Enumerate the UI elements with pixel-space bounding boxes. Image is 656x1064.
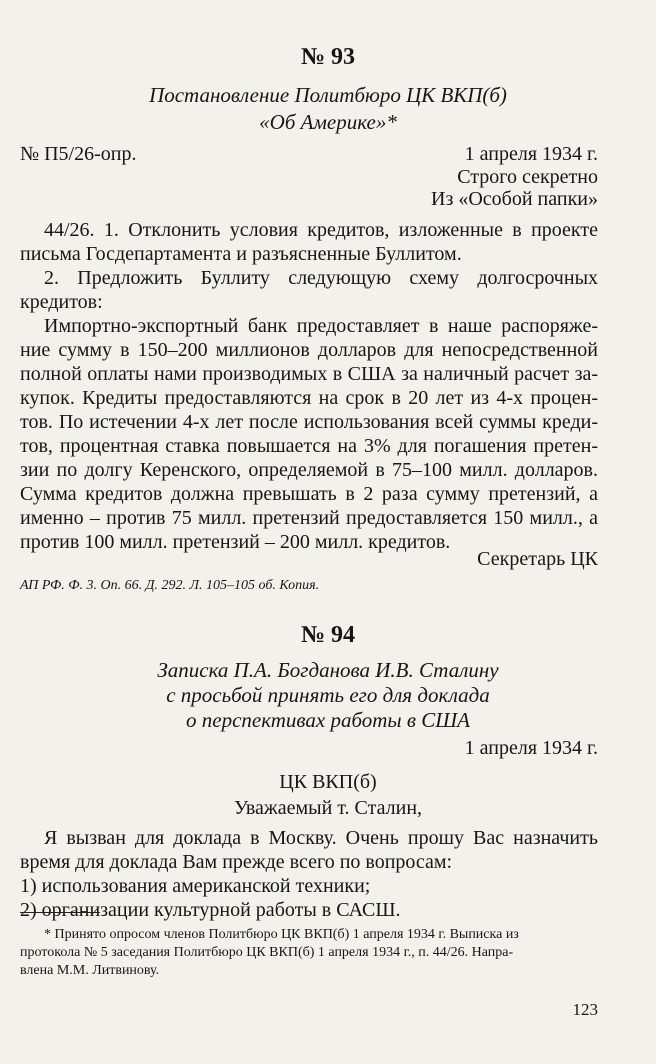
doc93-line: именно – против 75 милл. претензий предоставляется 150 милл., а [20, 507, 598, 529]
doc93-line: кредитов: [20, 291, 103, 313]
doc94-heading-line3: о перспективах работы в США [186, 708, 470, 732]
doc93-line: тов. По истечении 4-х лет после использования всей суммы креди- [20, 411, 598, 433]
doc94-date: 1 апреля 1934 г. [464, 737, 598, 759]
doc93-heading-line2: «Об Америке»* [259, 110, 397, 134]
doc93-archive-reference: АП РФ. Ф. 3. Оп. 66. Д. 292. Л. 105–105 об. Копия. [20, 578, 320, 593]
doc94-salutation: Уважаемый т. Сталин, [233, 797, 423, 819]
doc93-line: полной оплаты нами производимых в США за наличный расчет за- [20, 363, 598, 385]
doc93-line: зии по долгу Керенского, определяемой в 75–100 милл. долларов. [20, 459, 598, 481]
doc93-line: письма Госдепартамента и разъясненные Буллитом. [20, 243, 462, 265]
doc93-line: тов, процентная ставка повышается на 3% для погашения претен- [20, 435, 598, 457]
doc94-line: Я вызван для доклада в Москву. Очень прошу Вас назначить [44, 827, 598, 849]
doc93-signature: Секретарь ЦК [477, 548, 598, 570]
footnote-divider [20, 912, 100, 913]
doc94-addressee: ЦК ВКП(б) [279, 771, 377, 793]
doc93-line: ние сумму в 150–200 миллионов долларов для непосредственной [20, 339, 598, 361]
doc94-heading-line1: Записка П.А. Богданова И.В. Сталину [157, 658, 499, 682]
doc93-date: 1 апреля 1934 г. [464, 143, 598, 165]
doc93-line: против 100 милл. претензий – 200 милл. кредитов. [20, 531, 451, 553]
doc93-number: № 93 [300, 44, 356, 70]
doc93-line: Импортно-экспортный банк предоставляет в наше распоряже- [44, 315, 598, 337]
footnote-line: влена М.М. Литвинову. [20, 963, 160, 978]
doc94-number: № 94 [300, 622, 356, 648]
doc93-ref: № П5/26-опр. [20, 143, 137, 165]
doc93-source: Из «Особой папки» [431, 188, 598, 210]
doc93-line: Сумма кредитов должна превышать в 2 раза сумму претензий, а [20, 483, 598, 505]
doc93-line: купок. Кредиты предоставляются на срок в 20 лет из 4-х процен- [20, 387, 598, 409]
footnote-line: протокола № 5 заседания Политбюро ЦК ВКП(б) 1 апреля 1934 г., п. 44/26. Напра- [20, 945, 514, 960]
doc93-heading-line1: Постановление Политбюро ЦК ВКП(б) [149, 83, 507, 107]
doc93-line: 44/26. 1. Отклонить условия кредитов, изложенные в проекте [44, 219, 598, 241]
doc94-line: 2) организации культурной работы в САСШ. [20, 899, 401, 921]
page-number: 123 [572, 1000, 598, 1019]
doc94-line: 1) использования американской техники; [20, 875, 371, 897]
doc93-line: 2. Предложить Буллиту следующую схему долгосрочных [44, 267, 598, 289]
doc94-line: время для доклада Вам прежде всего по вопросам: [20, 851, 453, 873]
doc94-heading-line2: с просьбой принять его для доклада [166, 683, 490, 707]
footnote-line: * Принято опросом членов Политбюро ЦК ВКП(б) 1 апреля 1934 г. Выписка из [44, 927, 519, 942]
doc93-classification: Строго секретно [457, 166, 598, 188]
